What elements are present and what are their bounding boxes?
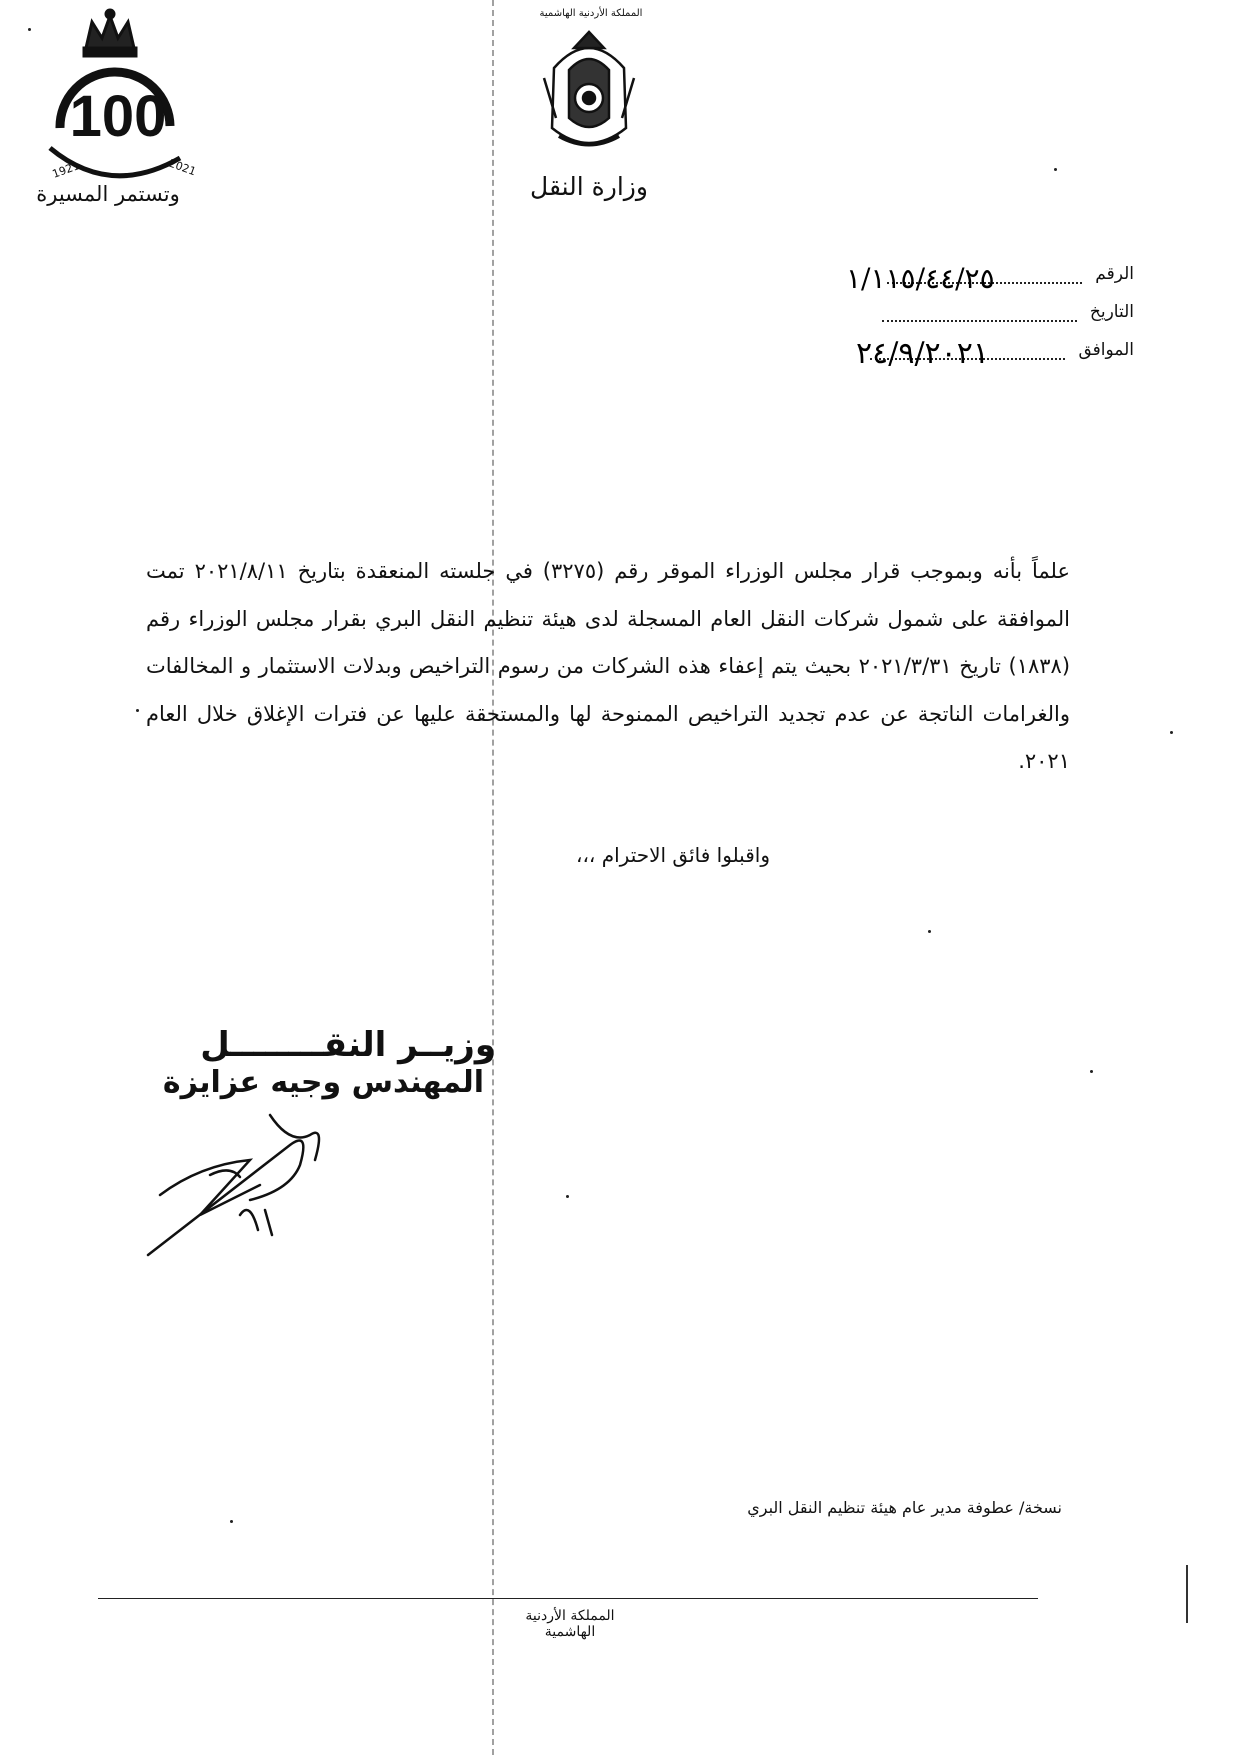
letter-body — [146, 548, 1070, 786]
centenary-logo — [20, 8, 200, 208]
scan-speck — [28, 28, 31, 31]
scan-speck — [136, 709, 139, 712]
centenary-number: 100 — [69, 84, 167, 149]
signatory-title: وزيــر النقــــــــل — [200, 1025, 496, 1065]
ministry-name: وزارة النقل — [530, 172, 648, 201]
body-paragraph: علماً بأنه وبموجب قرار مجلس الوزراء الموقر رقم (٣٢٧٥) في جلسته المنعقدة بتاريخ ٢٠٢١/٨/١١ تمت الموافقة على شمول شركات النقل العام المسجلة لدى هيئة تنظيم النقل البري بقرار مجلس الوزراء رقم (١٨٣٨) تاريخ ٢٠٢١/٣/٣١ بحيث يتم إعفاء هذه الشركات من رسوم التراخيص وبدلات الاستثمار و المخالفات والغرامات الناتجة عن عدم تجديد التراخيص الممنوحة لها والمستحقة عليها عن فترات الإغلاق خلال العام ٢٠٢١. — [146, 559, 1071, 773]
centenary-year-end: 2021 — [166, 156, 198, 179]
jordan-coat-of-arms — [534, 8, 644, 168]
crest-banner-text: المملكة الأردنية الهاشمية — [539, 8, 643, 19]
reference-number-value: ١/١١٥/٤٤/٢٥ — [846, 262, 995, 295]
centenary-year-start: 1921 — [50, 159, 82, 181]
scan-speck — [1090, 1070, 1093, 1073]
cc-line: نسخة/ عطوفة مدير عام هيئة تنظيم النقل البري — [747, 1498, 1062, 1517]
date-row — [814, 300, 1134, 340]
scan-speck — [928, 930, 931, 933]
scan-fold-line — [492, 0, 494, 1755]
scan-speck — [1054, 168, 1057, 171]
footer-country: المملكة الأردنية الهاشمية — [525, 1608, 615, 1640]
signatory-name: المهندس وجيه عزايزة — [162, 1065, 484, 1100]
reference-number-label: الرقم — [1095, 264, 1134, 284]
date-value: ٢٤/٩/٢٠٢١ — [856, 336, 990, 371]
scan-edge-mark — [1186, 1565, 1188, 1623]
handwritten-signature — [140, 1105, 350, 1260]
hijri-label: الموافق — [1078, 340, 1134, 360]
scan-speck — [230, 1520, 233, 1523]
scan-speck — [1170, 731, 1173, 734]
crown-icon — [84, 10, 136, 56]
footer-rule — [98, 1598, 1038, 1599]
closing-salutation: واقبلوا فائق الاحترام ،،، — [576, 843, 770, 867]
centenary-tagline: وتستمر المسيرة — [36, 182, 180, 206]
scan-speck — [566, 1195, 569, 1198]
date-dots — [882, 300, 1077, 322]
date-label: التاريخ — [1089, 302, 1134, 322]
